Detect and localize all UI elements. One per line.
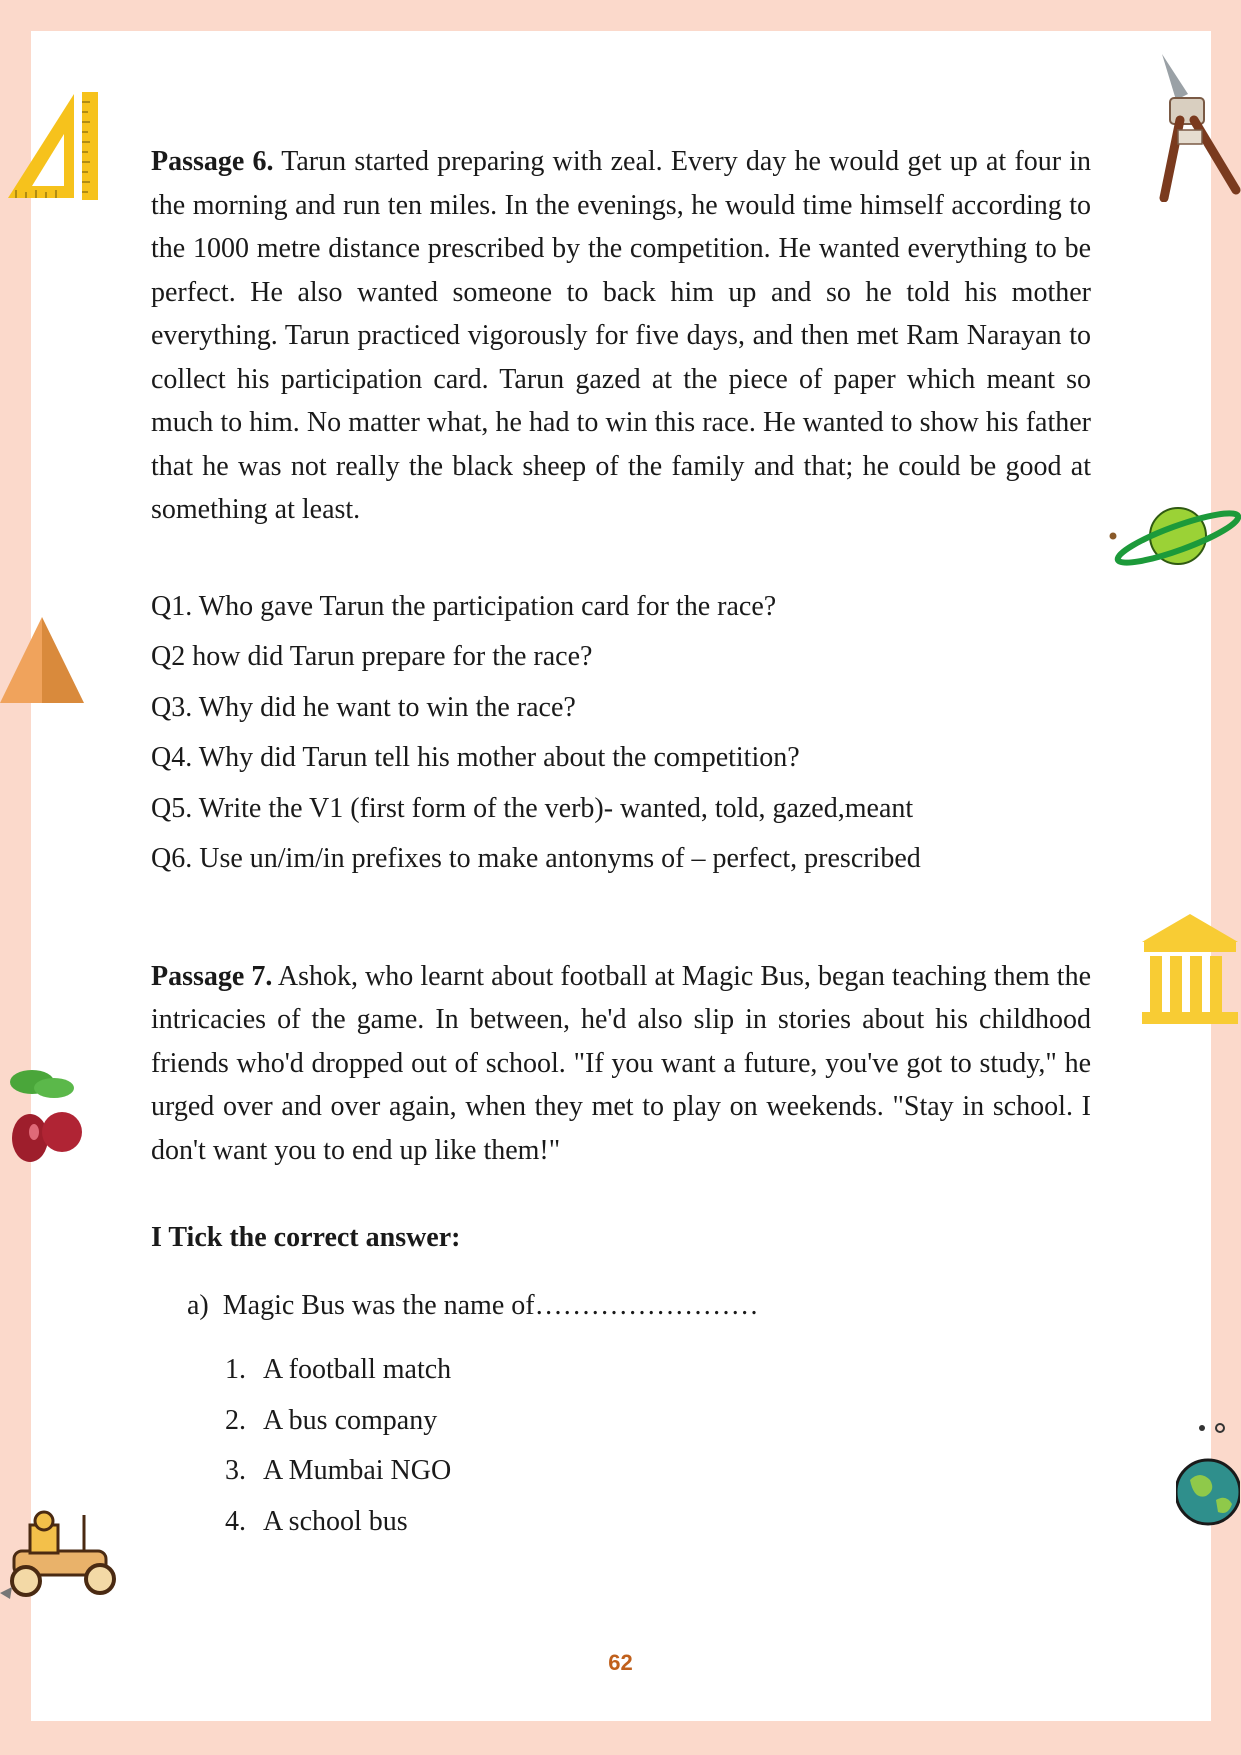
question-item: Q3. Why did he want to win the race? bbox=[151, 691, 576, 723]
question-item: Q6. Use un/im/in prefixes to make antonyms of – perfect, prescribed bbox=[151, 843, 921, 874]
option-number: 4. bbox=[225, 1505, 246, 1537]
option-number: 2. bbox=[225, 1404, 246, 1436]
ruler-set-square-icon bbox=[4, 90, 100, 202]
compass-icon bbox=[1150, 50, 1241, 202]
option-text: A Mumbai NGO bbox=[263, 1455, 452, 1486]
planet-icon bbox=[1108, 498, 1241, 572]
passage-7-label: Passage 7. bbox=[151, 960, 273, 992]
mcq-question bbox=[187, 1284, 1091, 1328]
mcq-option[interactable] bbox=[225, 1446, 1091, 1497]
mcq-option[interactable] bbox=[225, 1396, 1091, 1447]
question-item: Q1. Who gave Tarun the participation card for the race? bbox=[151, 590, 777, 622]
option-number: 1. bbox=[225, 1354, 246, 1385]
mcq-option[interactable] bbox=[225, 1497, 1091, 1548]
passage-6-questions bbox=[151, 582, 1091, 885]
question-item: Q5. Write the V1 (first form of the verb)- wanted, told, gazed,meant bbox=[151, 792, 914, 824]
mcq-option[interactable] bbox=[225, 1345, 1091, 1396]
question-item: Q4. Why did Tarun tell his mother about the competition? bbox=[151, 742, 800, 773]
worksheet-content bbox=[151, 140, 1091, 1547]
tick-section-title: I Tick the correct answer: bbox=[151, 1222, 461, 1253]
page-number: 62 bbox=[608, 1650, 633, 1675]
mcq-options bbox=[225, 1345, 1091, 1547]
option-number: 3. bbox=[225, 1455, 246, 1486]
passage-7 bbox=[151, 955, 1091, 1173]
globe-icon bbox=[1176, 1420, 1240, 1530]
passage-6 bbox=[151, 140, 1091, 532]
pillar-building-icon bbox=[1140, 912, 1240, 1028]
option-text: A bus company bbox=[263, 1404, 438, 1436]
mcq-question-label: a) bbox=[187, 1289, 209, 1321]
option-text: A football match bbox=[263, 1354, 452, 1385]
passage-7-text: Ashok, who learnt about football at Magic Bus, began teaching them the intricacies of the game. In between, he'd also slip in stories about his childhood friends who'd dropped out of school. "If you want a future, you've got to study," he urged over and over again, when they met to play on weekends. "Stay in school. I don't want you to end up like them!" bbox=[151, 960, 1091, 1166]
beans-icon bbox=[4, 1060, 88, 1170]
mcq-question-text: Magic Bus was the name of…………………… bbox=[222, 1289, 759, 1321]
vintage-car-icon bbox=[0, 1505, 126, 1601]
passage-6-text: Tarun started preparing with zeal. Every day he would get up at four in the morning and run ten miles. In the evenings, he would time himself according to the 1000 metre distance prescribed by the competition. He wanted everything to be perfect. He also wanted someone to back him up and so he told his mother everything. Tarun practiced vigorously for five days, and then met Ram Narayan to collect his participation card. Tarun gazed at the piece of paper which meant so much to him. No matter what, he had to win this race. He wanted to show his father that he was not really the black sheep of the family and that; he could be good at something at least. bbox=[151, 146, 1091, 525]
pyramid-icon bbox=[0, 615, 86, 705]
passage-6-label: Passage 6. bbox=[151, 146, 274, 177]
question-item: Q2 how did Tarun prepare for the race? bbox=[151, 641, 593, 672]
option-text: A school bus bbox=[263, 1505, 408, 1537]
